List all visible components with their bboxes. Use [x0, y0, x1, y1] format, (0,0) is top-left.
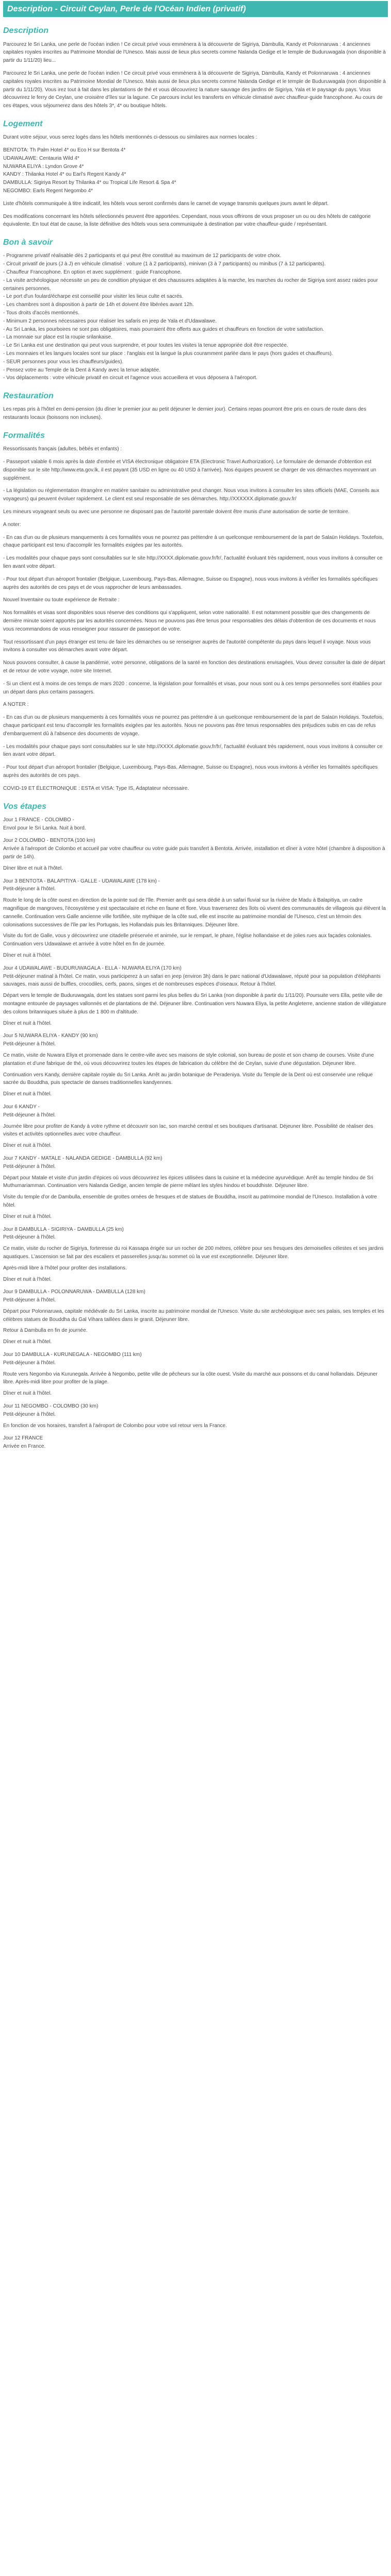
day-title: Jour 8 DAMBULLA - SIGIRIYA - DAMBULLA (25 km) [3, 1226, 124, 1232]
day-line: Après-midi libre à l'hôtel pour profiter des installations. [3, 1265, 127, 1271]
day-title: Jour 12 FRANCE [3, 1435, 43, 1442]
formalites-section [3, 429, 388, 793]
formalites-paragraph: - Si un client est à moins de ces temps de mars 2020 : concerne, la législation pour formalités et visas, pour nous sont ou à ces temps personnelles sont établies pour un départ dans plus certains passagers. [3, 681, 382, 695]
formalites-paragraph: Nos formalités et visas sont disponibles sous réserve des conditions qui s'appliquent, selon votre nationalité. Il est notamment possible que des changements de dernière minute soient apportés par les autorités concernées. Nous ne pouvons pas être tenus pour responsables des délais d'obtention de ces documents et nous vous recommandons de vous renseigner pour rassurer de passeport de votre. [3, 610, 376, 632]
hotel-item: NUWARA ELIYA : Lyndon Grove 4* [3, 163, 84, 170]
hotel-item: UDAWALAWE: Centauria Wild 4* [3, 155, 79, 161]
formalites-paragraph: Les mineurs voyageant seuls ou avec une personne ne disposant pas de l'autorité parentale doivent être munis d'une autorisation de sortie de territoire. [3, 509, 350, 515]
day-body [3, 1443, 388, 1451]
day-body [3, 1233, 388, 1283]
day-body [3, 824, 388, 833]
day-body [3, 845, 388, 872]
page-banner [3, 1, 388, 17]
logement-intro: Durant votre séjour, vous serez logés dans les hôtels mentionnés ci-dessous ou similaires aux normes locales : [3, 134, 257, 141]
itinerary-day [3, 1103, 388, 1150]
bon-savoir-item: - Circuit privatif de jours (J à J) en véhicule climatisé : voiture (1 à 2 participants), minivan (3 à 7 participants) ou minibus (7 à 12 participants). [3, 261, 326, 267]
day-line: Dîner et nuit à l'hôtel. [3, 1391, 52, 1397]
formalites-paragraph: - Les modalités pour chaque pays sont consultables sur le site http://XXXX.diplomatie.gouv.fr/fr/, l'actualité évoluant très rapidement, nous vous invitons à consulter ce lien avant votre départ. [3, 743, 383, 758]
day-line: Dîner et nuit à l'hôtel. [3, 1143, 52, 1149]
formalites-paragraph: Nous pouvons consulter, à cause la pandémie, votre personne, obligations de la santé en fonction des destinations envisagées. Vous devez consulter la date de départ et de retour de votre voyage, notre site Internet. [3, 660, 385, 674]
day-line: Route vers Negombo via Kurunegala. Arrivée à Negombo, petite ville de pêcheurs sur la côte ouest. Visite du marché aux poissons et du canal hollandais. Déjeuner libre. Après-midi libre pour profiter de la plage. [3, 1371, 378, 1385]
day-body [3, 1296, 388, 1346]
day-body [3, 973, 388, 1028]
description-section [3, 24, 388, 110]
formalites-paragraph: - Pour tout départ d'un aéroport frontalier (Belgique, Luxembourg, Pays-Bas, Allemagne, Suisse ou Espagne), nous vous invitons à vérifier les formalités spécifiques auprès des autorités de ces pays. [3, 765, 378, 778]
day-title: Jour 4 UDAWALAWE - BUDURUWAGALA - ELLA - NUWARA ELIYA (170 km) [3, 965, 182, 971]
logement-extra: Des modifications concernant les hôtels sélectionnés peuvent être apportées. Cependant, nous vous offrirons de vous proposer un ou ou des hôtels de catégorie équivalente. En tout état de cause, la liste définitive des hôtels vous sera communiquée à destination par votre chauffeur-guide / représentant. [3, 213, 371, 228]
formalites-paragraph: - La législation ou réglementation étrangère en matière sanitaire ou administrative peut changer. Nous vous invitons à consulter les sites officiels (MAE, Conseils aux voyageurs) qui peuvent évoluer rapidement. Le client est seul responsable de ses démarches. http://XXXXXX.diplomatie.gouv.fr/ [3, 488, 380, 502]
day-body [3, 1411, 388, 1430]
logement-title: Logement [3, 119, 43, 128]
bon-savoir-item: - Tous droits d'accès mentionnés. [3, 310, 79, 316]
itinerary-day [3, 1226, 388, 1284]
day-line: Arrivée à l'aéroport de Colombo et accueil par votre chauffeur ou votre guide puis transfert à Bentota. Arrivée, installation et dîner à votre hôtel (chambre à disposition à partir de 14h). [3, 846, 385, 860]
day-line: Journée libre pour profiter de Kandy à votre rythme et découvrir son lac, son marché central et ses boutiques d'artisanat. Déjeuner libre. Possibilité de réaliser des visites et activités optionnelles avec votre chauffeur. [3, 1123, 373, 1138]
day-body [3, 1111, 388, 1150]
hotel-item: KANDY : Thilanka Hotel 4* ou Earl's Regent Kandy 4* [3, 172, 126, 178]
hotel-item: NEGOMBO: Earls Regent Negombo 4* [3, 188, 93, 194]
day-line: Départ pour Matale et visite d'un jardin d'épices où vous découvrirez les épices utilisées dans la cuisine et la médecine ayurvédique. Arrêt au temple hindou de Sri Muthumariamman. Continuation vers Nalanda Gedige, ancien temple de pierre mêlant les styles hindou et bouddhiste. Déjeuner libre. [3, 1175, 373, 1189]
day-title: Jour 11 NEGOMBO - COLOMBO (30 km) [3, 1403, 99, 1410]
day-title: Jour 10 DAMBULLA - KURUNEGALA - NEGOMBO (111 km) [3, 1352, 142, 1358]
day-line: Dîner et nuit à l'hôtel. [3, 1020, 52, 1026]
formalites-paragraph: - En cas d'un ou de plusieurs manquements à ces formalités vous ne pourrez pas prétendre à un quelconque remboursement de la part de Salaün Holidays. Toutefois, chaque participant est tenu d'accomplir les formalités exigées par les autorités. [3, 534, 384, 549]
day-title: Jour 3 BENTOTA - BALAPITIYA - GALLE - UDAWALAWE (178 km) - [3, 878, 160, 884]
formalites-paragraph: - Passeport valable 6 mois après la date d'entrée et VISA électronique obligatoire ETA (Electronic Travel Authorization). Le formulaire de demande d'obtention est disponible sur le site http://www.eta.gov.lk, il est payant (35 USD en ligne ou 40 USD à l'arrivée). Nos équipes peuvent se charger de vos démarches moyennant un supplément. [3, 459, 377, 481]
bon-savoir-section [3, 236, 388, 382]
description-paragraph: Parcourez le Sri Lanka, une perle de l'océan indien ! Ce circuit privé vous emmènera à la découverte de Sigiriya, Dambulla, Kandy et Polonnaruwa : 4 anciennes capitales royales inscrites au Patrimoine Mondial de l'Unesco. Mais aussi de lieux plus secrets comme Nalanda Gedige et le temple de Buduruwagala (non disponible à partir du 1/11/20). Vous irez tout à fait dans les plantations de thé et vous découvrirez la nature sauvage des jardins de Sigiriya, Yala et le paysage du pays. Vous découvrirez le ferry de Ceylan, une croisière d'îles sur la lagune. Ce parcours inclut les transferts en véhicule climatisé avec chauffeur-guide francophone. Au cours de ces étapes, vous séjournerez dans des hôtels 3*, 4* ou boutique hôtels. [3, 70, 386, 109]
day-line: Petit-déjeuner à l'hôtel. [3, 1234, 56, 1241]
restauration-section [3, 389, 388, 422]
day-title: Jour 6 KANDY - [3, 1104, 40, 1110]
itinerary-day [3, 964, 388, 1028]
bon-savoir-title: Bon à savoir [3, 238, 53, 247]
itinerary-day [3, 1402, 388, 1430]
day-line: En fonction de vos horaires, transfert à l'aéroport de Colombo pour votre vol retour vers la France. [3, 1422, 227, 1429]
banner-title: Description - Circuit Ceylan, Perle de l'Océan Indien (privatif) [7, 5, 246, 13]
bon-savoir-item: - Pensez votre au Temple de la Dent à Kandy avec la tenue adaptée. [3, 367, 161, 373]
day-line: Continuation vers Kandy, dernière capitale royale du Sri Lanka. Arrêt au jardin botanique de Peradeniya. Visite du Temple de la Dent où est conservée une relique sacrée du Bouddha, puis spectacle de danses traditionnelles kandyennes. [3, 1072, 373, 1086]
itinerary-day [3, 877, 388, 960]
restauration-title: Restauration [3, 392, 54, 401]
day-line: Dîner libre et nuit à l'hôtel. [3, 865, 63, 871]
description-title: Description [3, 26, 49, 36]
formalites-paragraph: - Pour tout départ d'un aéroport frontalier (Belgique, Luxembourg, Pays-Bas, Allemagne, Suisse ou Espagne), nous vous invitons à vérifier les formalités spécifiques auprès des autorités de ces pays et de vous rapprocher de leurs ambassades. [3, 576, 378, 590]
bon-savoir-item: - Vos déplacements : votre véhicule privatif en circuit et l'agence vous accueillera et vous déposera à l'aéroport. [3, 375, 257, 381]
day-line: Retour à Dambulla en fin de journée. [3, 1328, 88, 1334]
day-line: Petit-déjeuner à l'hôtel. [3, 1411, 56, 1417]
day-line: Dîner et nuit à l'hôtel. [3, 953, 52, 958]
etapes-title: Vos étapes [3, 802, 46, 811]
formalites-title: Formalités [3, 431, 45, 440]
day-line: Petit-déjeuner à l'hôtel. [3, 1163, 56, 1170]
hotel-item: BENTOTA: Th Palm Hotel 4* ou Eco H sur Bentota 4* [3, 147, 126, 153]
day-title: Jour 2 COLOMBO - BENTOTA (100 km) [3, 838, 95, 844]
bon-savoir-item: - Au Sri Lanka, les pourboires ne sont pas obligatoires, mais pourraient être offerts aux guides et chauffeurs en fonction de votre satisfaction. [3, 326, 324, 332]
bon-savoir-item: - SEUR personnes pour vous les chauffeurs/guides). [3, 359, 124, 365]
day-line: Visite du fort de Galle, vous y découvrirez une citadelle préservée et animée, sur le rempart, le phare, l'église hollandaise et de jolies rues aux façades coloniales. Continuation vers Udawalawe et arrivée à votre hôtel en fin de journée. [3, 933, 372, 947]
day-body [3, 1359, 388, 1398]
day-line: Petit-déjeuner à l'hôtel. [3, 886, 56, 892]
itinerary-day [3, 1351, 388, 1398]
hotel-list [3, 146, 388, 195]
day-line: Envol pour le Sri Lanka. Nuit à bord. [3, 825, 86, 831]
itinerary-day [3, 1155, 388, 1221]
hotel-item: DAMBULLA: Sigiriya Resort by Thilanka 4* ou Tropical Life Resort & Spa 4* [3, 180, 176, 186]
day-line: Ce matin, visite de Nuwara Eliya et promenade dans le centre-ville avec ses maisons de style colonial, son bureau de poste et son champ de courses. Visite d'une plantation et d'une fabrique de thé, où vous découvrirez toutes les étapes de fabrication du célèbre thé de Ceylan, suivie d'une dégustation. Déjeuner libre. [3, 1052, 374, 1066]
formalites-paragraph: COVID-19 ET ÉLECTRONIQUE : ESTA et VISA: Type IS, Adaptateur nécessaire. [3, 785, 189, 791]
day-line: Petit-déjeuner à l'hôtel. [3, 1297, 56, 1303]
formalites-paragraph: - En cas d'un ou de plusieurs manquements à ces formalités vous ne pourrez pas prétendre à un quelconque remboursement de la part de Salaün Holidays. Toutefois, chaque participant est tenu d'accomplir les formalités exigées par les autorités. Nous ne pouvons pas être tenus responsables des préjudices subis en cas de refus d'embarquement dû à l'absence des documents de voyage. [3, 715, 384, 737]
bon-savoir-item: - Les chambres sont à disposition à partir de 14h et doivent être libérées avant 12h. [3, 302, 194, 308]
bon-savoir-item: - La visite archéologique nécessite un peu de condition physique et des chaussures adaptées à la marche, les marches du rocher de Sigiriya sont assez raides pour certaines personnes. [3, 277, 378, 292]
formalites-paragraph: A NOTER : [3, 702, 29, 708]
itinerary-day [3, 816, 388, 833]
day-line: Petit-déjeuner à l'hôtel. [3, 1360, 56, 1366]
day-body [3, 885, 388, 959]
itinerary-day [3, 1032, 388, 1098]
day-title: Jour 7 KANDY - MATALE - NALANDA GEDIGE - DAMBULLA (92 km) [3, 1155, 162, 1161]
bon-savoir-item: - Les monnaies et les langues locales sont sur place : l'anglais est la langue la plus couramment parlée dans le pays (hors guides et chauffeurs). [3, 350, 333, 357]
day-line: Visite du temple d'or de Dambulla, ensemble de grottes ornées de fresques et de statues de Bouddha, inscrit au patrimoine mondial de l'Unesco. Installation à votre hôtel. [3, 1194, 377, 1208]
day-line: Arrivée en France. [3, 1444, 46, 1450]
day-body [3, 1163, 388, 1221]
formalites-paragraph: - Les modalités pour chaque pays sont consultables sur le site http://XXXX.diplomatie.gouv.fr/fr/, l'actualité évoluant très rapidement, nous vous invitons à consulter ce lien avant votre départ. [3, 555, 383, 570]
restauration-text: Les repas pris à l'hôtel en demi-pension (du dîner le premier jour au petit déjeuner le dernier jour). Certains repas pourront être pris en cours de route dans des restaurants locaux (boissons non incluses). [3, 406, 366, 421]
bon-savoir-item: - Le port d'un foulard/écharpe est conseillé pour visiter les lieux culte et sacrés. [3, 294, 184, 300]
logement-section [3, 117, 388, 229]
itinerary-day [3, 1434, 388, 1451]
day-title: Jour 1 FRANCE - COLOMBO - [3, 817, 74, 823]
description-paragraph: Parcourez le Sri Lanka, une perle de l'océan indien ! Ce circuit privé vous emmènera à la découverte de Sigiriya, Dambulla, Kandy et Polonnaruwa : 4 anciennes capitales royales inscrites au Patrimoine Mondial de l'Unesco. Mais aussi de lieux plus secrets comme Nalanda Gedige et le temple de Buduruwagala (non disponible à partir du 1/11/20) lieu... [3, 41, 386, 64]
day-line: Dîner et nuit à l'hôtel. [3, 1091, 52, 1097]
etapes-section [3, 800, 388, 1451]
bon-savoir-item: - La monnaie sur place est la roupie srilankaise. [3, 334, 112, 341]
itinerary-day [3, 837, 388, 872]
bon-savoir-item: - Le Sri Lanka est une destination qui peut vous surprendre, et pour toutes les visites la tenue appropriée doit être respectée. [3, 343, 288, 349]
formalites-paragraph: Tout ressortissant d'un pays étranger est tenu de faire les démarches ou se renseigner auprès de l'autorité compétente du pays dans lequel il voyage. Nous vous invitons à consulter vos démarches avant votre départ. [3, 639, 371, 653]
day-line: Petit-déjeuner matinal à l'hôtel. Ce matin, vous participerez à un safari en jeep (environ 3h) dans le parc national d'Udawalawe, réputé pour sa population d'éléphants sauvages, mais aussi de buffles, crocodiles, cerfs, paons, singes et de nombreuses espèces d'oiseaux. Retour à l'hôtel. [3, 973, 381, 988]
formalites-paragraph: Ressortissants français (adultes, bébés et enfants) : [3, 446, 122, 452]
day-line: Dîner et nuit à l'hôtel. [3, 1213, 52, 1219]
day-body [3, 1040, 388, 1098]
day-line: Petit-déjeuner à l'hôtel. [3, 1112, 56, 1118]
day-title: Jour 9 DAMBULLA - POLONNARUWA - DAMBULLA (128 km) [3, 1289, 145, 1295]
day-line: Petit-déjeuner à l'hôtel. [3, 1041, 56, 1047]
day-title: Jour 5 NUWARA ELIYA - KANDY (90 km) [3, 1033, 98, 1039]
page [3, 1, 388, 1464]
day-line: Départ vers le temple de Buduruwagala, dont les statues sont parmi les plus belles du Sri Lanka (non disponible à partir du 1/11/20). Poursuite vers Ella, petite ville de montagne entourée de paysages vallonnés et de plantations de thé. Déjeuner libre. Continuation vers Nuwara Eliya, la petite Angleterre, ancienne station de villégiature des colons britanniques située à plus de 1 800 m d'altitude. [3, 993, 386, 1015]
formalites-paragraph: Nouvel Inventaire ou toute expérience de Retraite : [3, 597, 120, 603]
bon-savoir-item: - Chauffeur Francophone. En option et avec supplément : guide Francophone. [3, 269, 182, 275]
day-line: Départ pour Polonnaruwa, capitale médiévale du Sri Lanka, inscrite au patrimoine mondial de l'Unesco. Visite du site archéologique avec ses palais, ses temples et les célèbres statues de Bouddha du Gal Vihara taillées dans le granit. Déjeuner libre. [3, 1308, 384, 1323]
day-line: Ce matin, visite du rocher de Sigiriya, forteresse du roi Kassapa érigée sur un rocher de 200 mètres, célèbre pour ses fresques des demoiselles célestes et ses jardins aquatiques. L'ascension se fait par des escaliers et passerelles jusqu'au sommet où la vue est exceptionnelle. Déjeuner libre. [3, 1246, 384, 1260]
day-line: Dîner et nuit à l'hôtel. [3, 1339, 52, 1345]
bon-savoir-item: - Minimum 2 personnes nécessaires pour réaliser les safaris en jeep de Yala et d'Udawalawe. [3, 318, 217, 324]
bon-savoir-list [3, 252, 388, 382]
logement-note: Liste d'hôtels communiquée à titre indicatif, les hôtels vous seront confirmés dans le carnet de voyage transmis quelques jours avant le départ. [3, 200, 329, 207]
formalites-paragraph: A noter: [3, 521, 21, 528]
bon-savoir-item: - Programme privatif réalisable dès 2 participants et qui peut être constitué au maximum de 12 participants de votre choix. [3, 253, 282, 259]
days-list [3, 816, 388, 1451]
itinerary-day [3, 1288, 388, 1346]
day-line: Route le long de la côte ouest en direction de la pointe sud de l'île. Premier arrêt qui sera dédié à un safari fluvial sur la rivière de Madu à Balapitiya, un cadre magnifique de mangroves, l'écosystème y est spectaculaire et riche en faune et flore. Vous traverserez des îlots où vivent des communautés de villageois qui élèvent la cannelle. Continuation vers Galle ancienne ville fortifiée, site mythique de la côte sud, elle est inscrite au patrimoine mondial de l'Unesco, c'est un témoin des colonisations successives de l'île par les Portugais, les Hollandais puis les Britanniques. Déjeuner libre. [3, 897, 386, 928]
day-line: Dîner et nuit à l'hôtel. [3, 1276, 52, 1282]
